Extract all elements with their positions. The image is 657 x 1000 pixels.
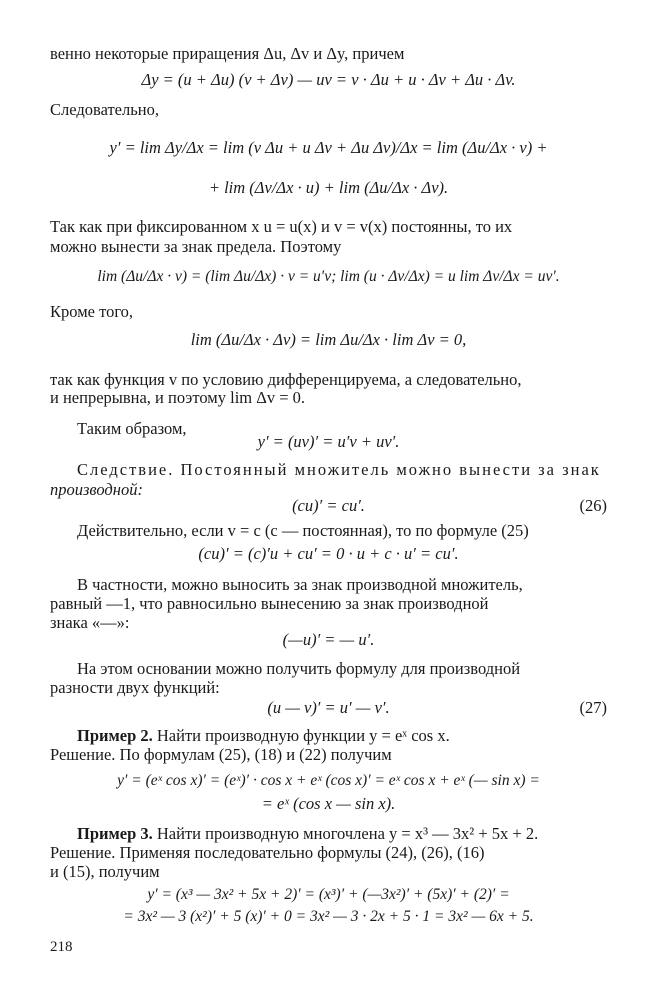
formula-line: = 3x² — 3 (x²)′ + 5 (x)′ + 0 = 3x² — 3 · 2x + 5 · 1 = 3x² — 6x + 5. [123, 908, 534, 925]
formula-line: (—u)′ = — u′. [282, 630, 375, 649]
text-line: Кроме того, [50, 302, 134, 321]
equation-number: (26) [579, 496, 607, 515]
formula-line: = eˣ (cos x — sin x). [261, 794, 396, 813]
example-line [77, 726, 450, 746]
formula-line: (u — v)′ = u′ — v′. [267, 698, 390, 717]
text-line: разности двух функций: [50, 678, 220, 697]
formula-line: y′ = (eˣ cos x)′ = (eˣ)′ · cos x + eˣ (cos x)′ = eˣ cos x + eˣ (— sin x) = [117, 772, 540, 789]
text-line: Следовательно, [50, 100, 159, 119]
formula-line: (cu)′ = (c)′u + cu′ = 0 · u + c · u′ = cu′. [198, 544, 459, 563]
example-label: Пример 2. [77, 726, 153, 745]
example-label: Пример 3. [77, 824, 153, 843]
formula-line: y′ = lim Δy/Δx = lim (v Δu + u Δv + Δu Δv)/Δx = lim (Δu/Δx · v) + [109, 138, 548, 157]
corollary-line [77, 460, 601, 480]
text-line: так как функция v по условию дифференцируема, а следовательно, [50, 370, 522, 389]
text-line: Так как при фиксированном x u = u(x) и v = v(x) постоянны, то их [50, 217, 513, 236]
text-line: На этом основании можно получить формулу для производной [77, 659, 521, 678]
text-line: венно некоторые приращения Δu, Δv и Δy, причем [50, 44, 405, 63]
text-line: Таким образом, [77, 419, 187, 438]
text-line: знака «—»: [50, 613, 130, 632]
corollary-text: Следствие. Постоянный множитель можно вынести за знак [77, 460, 601, 479]
formula-line: (cu)′ = cu′. [292, 496, 365, 515]
text-line: Решение. По формулам (25), (18) и (22) получим [50, 745, 392, 764]
text-line: и непрерывна, и поэтому lim Δv = 0. [50, 388, 306, 407]
example-text: Найти производную функции y = eˣ cos x. [152, 726, 450, 745]
page-number: 218 [50, 939, 73, 955]
equation-number: (27) [579, 698, 607, 717]
text-line: Действительно, если v = c (c — постоянная), то по формуле (25) [77, 521, 529, 540]
formula-line: y′ = (x³ — 3x² + 5x + 2)′ = (x³)′ + (—3x²)′ + (5x)′ + (2)′ = [147, 886, 510, 903]
formula-line: lim (Δu/Δx · Δv) = lim Δu/Δx · lim Δv = 0, [190, 330, 467, 349]
formula-line: y′ = (uv)′ = u′v + uv′. [257, 432, 400, 451]
text-line: В частности, можно выносить за знак производной множитель, [77, 575, 523, 594]
example-text: Найти производную многочлена y = x³ — 3x² + 5x + 2. [152, 824, 539, 843]
formula-line: lim (Δu/Δx · v) = (lim Δu/Δx) · v = u′v; lim (u · Δv/Δx) = u lim Δv/Δx = uv′. [97, 268, 560, 285]
text-line: производной: [50, 480, 143, 499]
formula-line: + lim (Δv/Δx · u) + lim (Δu/Δx · Δv). [208, 178, 449, 197]
text-line: можно вынести за знак предела. Поэтому [50, 237, 342, 256]
text-line: Решение. Применяя последовательно формулы (24), (26), (16) [50, 843, 485, 862]
formula-line: Δy = (u + Δu) (v + Δv) — uv = v · Δu + u · Δv + Δu · Δv. [141, 70, 516, 89]
text-line: и (15), получим [50, 862, 160, 881]
text-line: равный —1, что равносильно вынесению за знак производной [50, 594, 489, 613]
example-line [77, 824, 538, 844]
